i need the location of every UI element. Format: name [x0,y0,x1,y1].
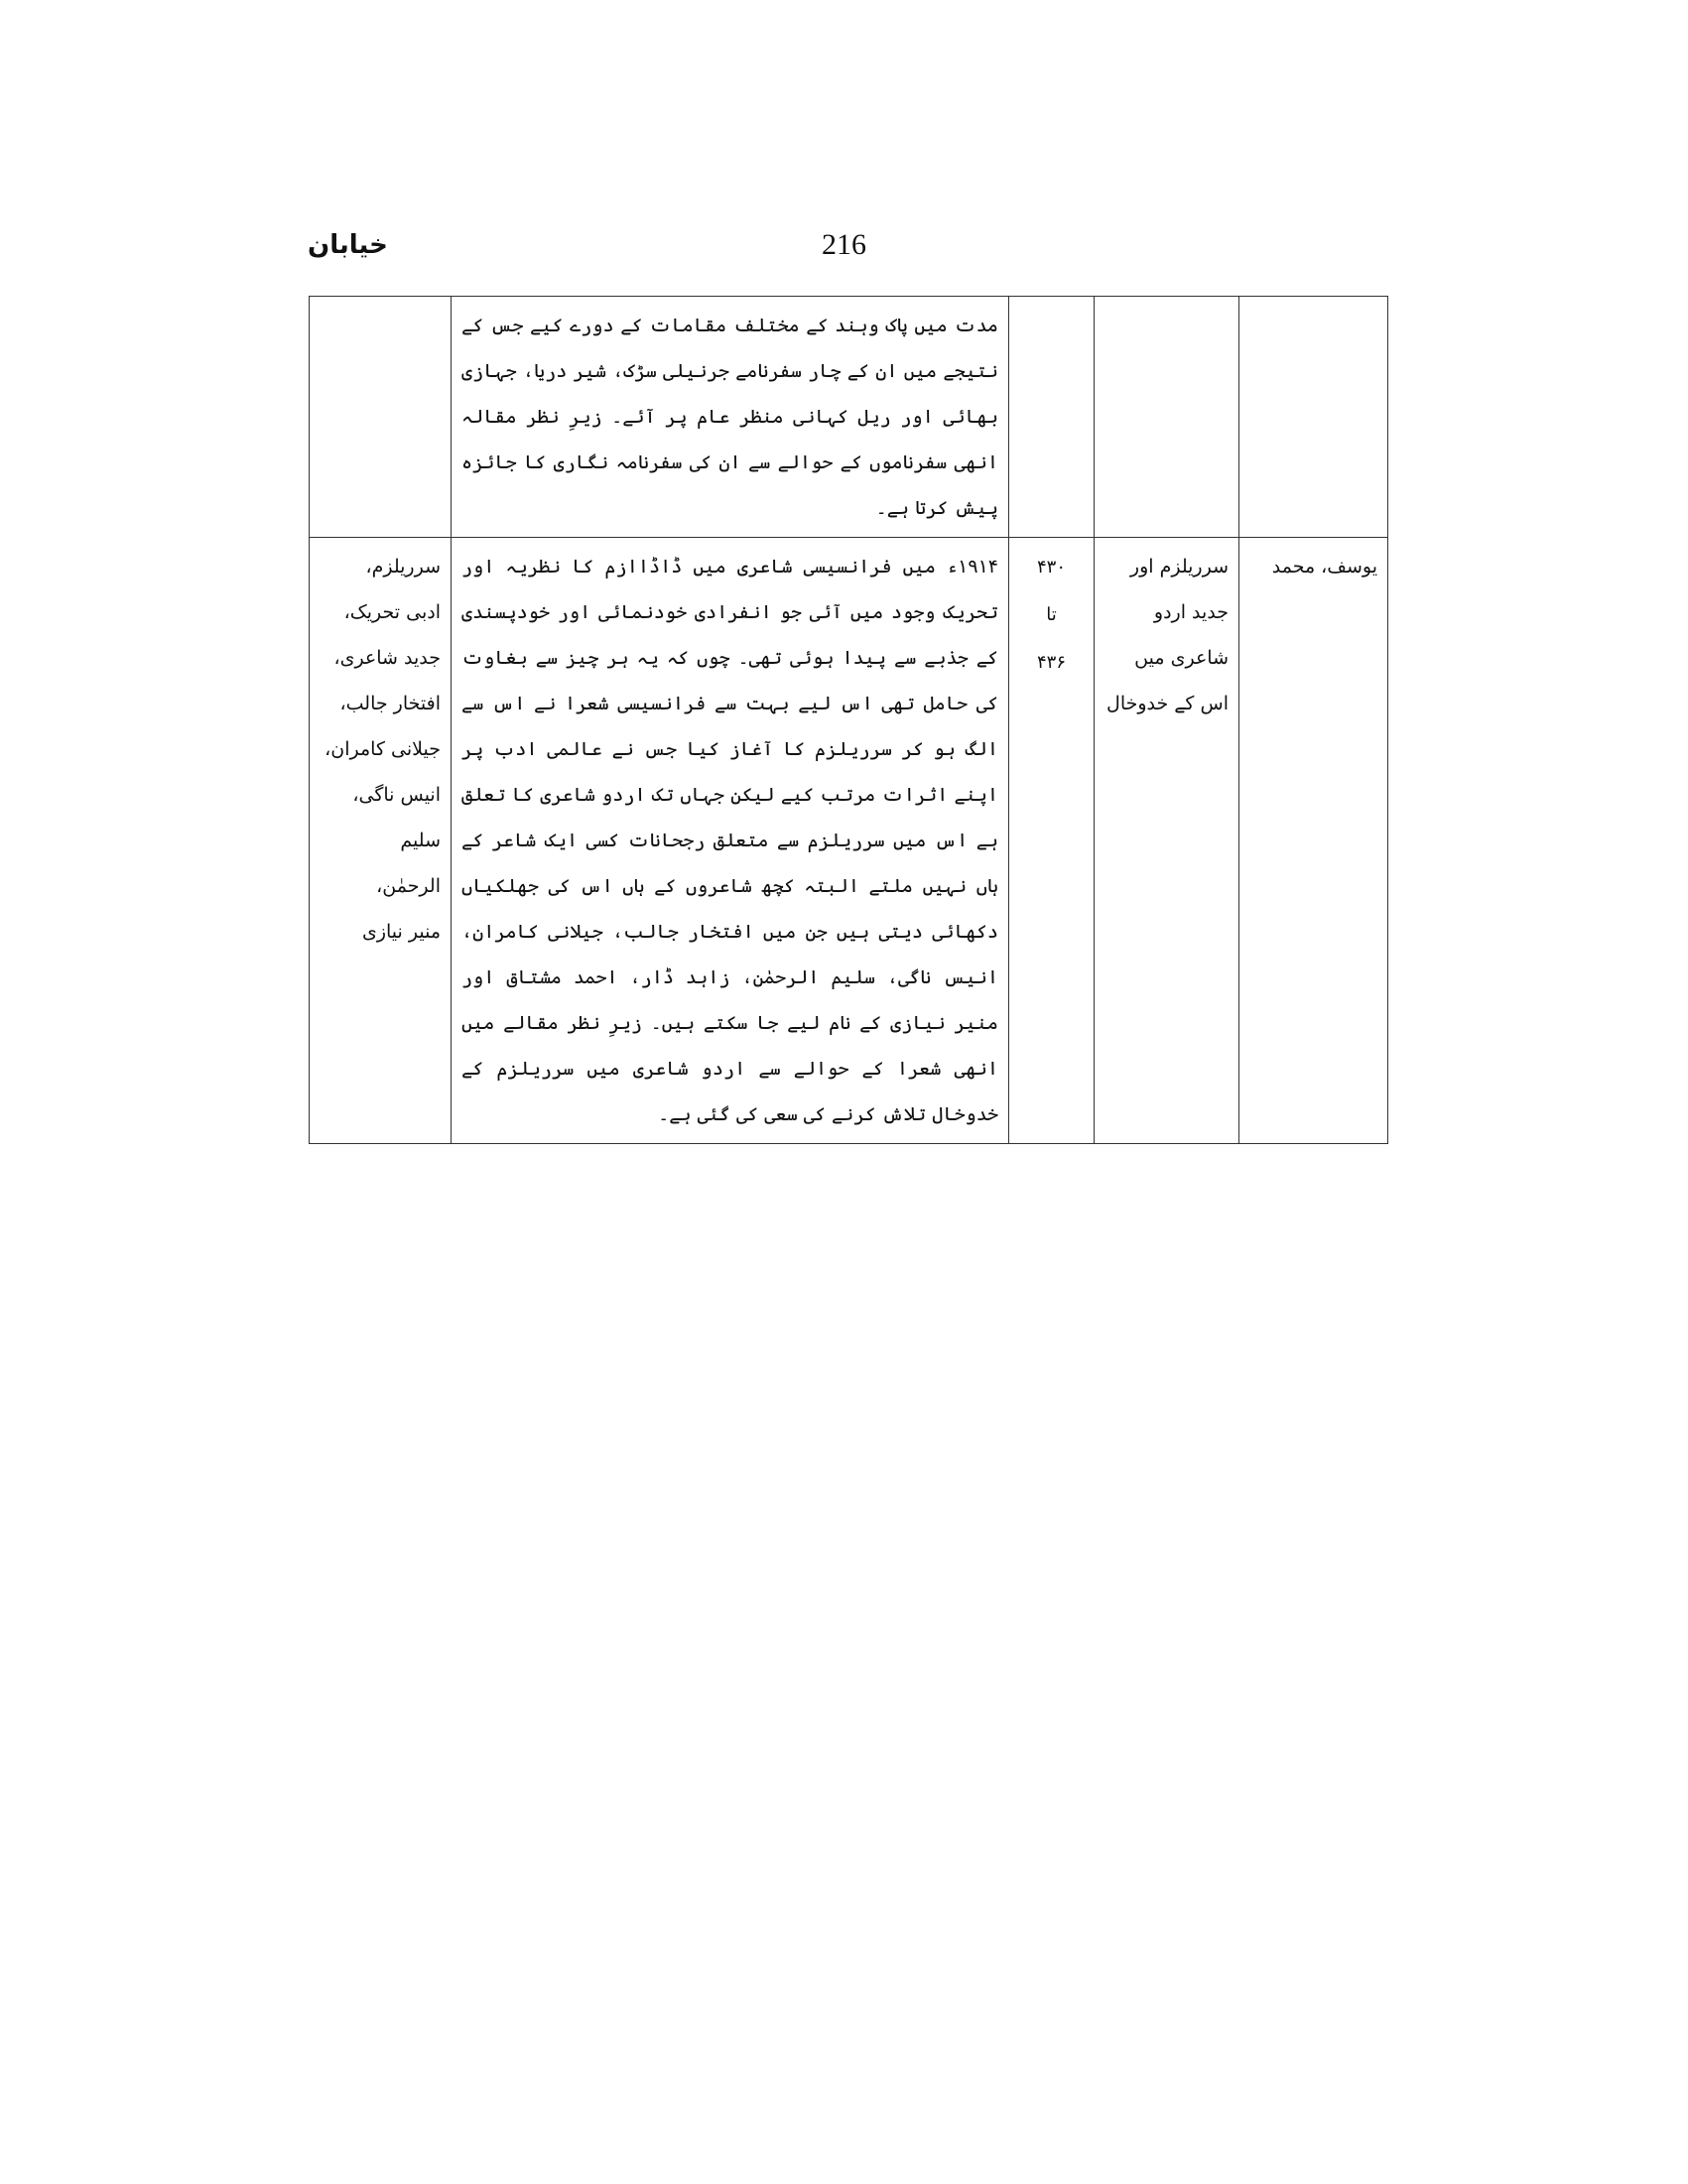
table-row [310,538,1388,1144]
keyword: جدید شاعری، [333,647,441,669]
abstract-cell: ۱۹۱۴ء میں فرانسیسی شاعری میں ڈاڈاازم کا نظریہ اور تحریک وجود میں آئی جو انفرادی خودنمائی اور خودپسندی کے جذبے سے پیدا ہوئی تھی۔ چوں کہ یہ ہر چیز سے بغاوت کی حامل تھی اس لیے بہت سے فرانسیسی شعرا نے اس سے الگ ہو کر سرریلزم کا آغاز کیا جس نے عالمی ادب پر اپنے اثرات مرتب کیے لیکن جہاں تک اردو شاعری کا تعلق ہے اس میں سرریلزم سے متعلق رجحانات کسی ایک شاعر کے ہاں نہیں ملتے البتہ کچھ شاعروں کے ہاں اس کی جھلکیاں دکھائی دیتی ہیں جن میں افتخار جالب، جیلانی کامران، انیس ناگی، سلیم الرحمٰن، زاہد ڈار، احمد مشتاق اور منیر نیازی کے نام لیے جا سکتے ہیں۔ زیرِ نظر مقالے میں انھی شعرا کے حوالے سے اردو شاعری میں سرریلزم کے خدوخال تلاش کرنے کی سعی کی گئی ہے۔ [452,538,1009,1144]
index-table [309,296,1388,1144]
author-cell: یوسف، محمد [1239,538,1388,1144]
journal-title: خیابان [308,230,388,260]
pages-cell [1009,297,1095,538]
keyword: الرحمٰن، [376,875,441,897]
title-cell [1095,297,1239,538]
keyword: افتخار جالب، [339,693,441,714]
abstract-cell: مدت میں پاک وہند کے مختلف مقامات کے دورے کیے جس کے نتیجے میں ان کے چار سفرنامے جرنیلی سڑک، شیر دریا، جہازی بھائی اور ریل کہانی منظر عام پر آئے۔ زیرِ نظر مقالہ انھی سفرناموں کے حوالے سے ان کی سفرنامہ نگاری کا جائزہ پیش کرتا ہے۔ [452,297,1009,538]
page-number: 216 [822,228,866,261]
keyword: جیلانی کامران، [325,738,441,760]
page-range-separator: تا [1046,604,1057,625]
keyword: انیس ناگی، سلیم [352,784,441,851]
keywords-cell [310,297,452,538]
pages-cell [1009,538,1095,1144]
title-cell: سرریلزم اور جدید اردو شاعری میں اس کے خدوخال [1095,538,1239,1144]
keyword: سرریلزم، [365,556,441,578]
keyword: ادبی تحریک، [343,601,441,623]
page-range-start: ۴۳۰ [1036,557,1066,578]
keyword: منیر نیازی [361,921,441,943]
page-range-end: ۴۳۶ [1036,652,1066,673]
author-cell [1239,297,1388,538]
table-row [310,297,1388,538]
keywords-cell [310,538,452,1144]
